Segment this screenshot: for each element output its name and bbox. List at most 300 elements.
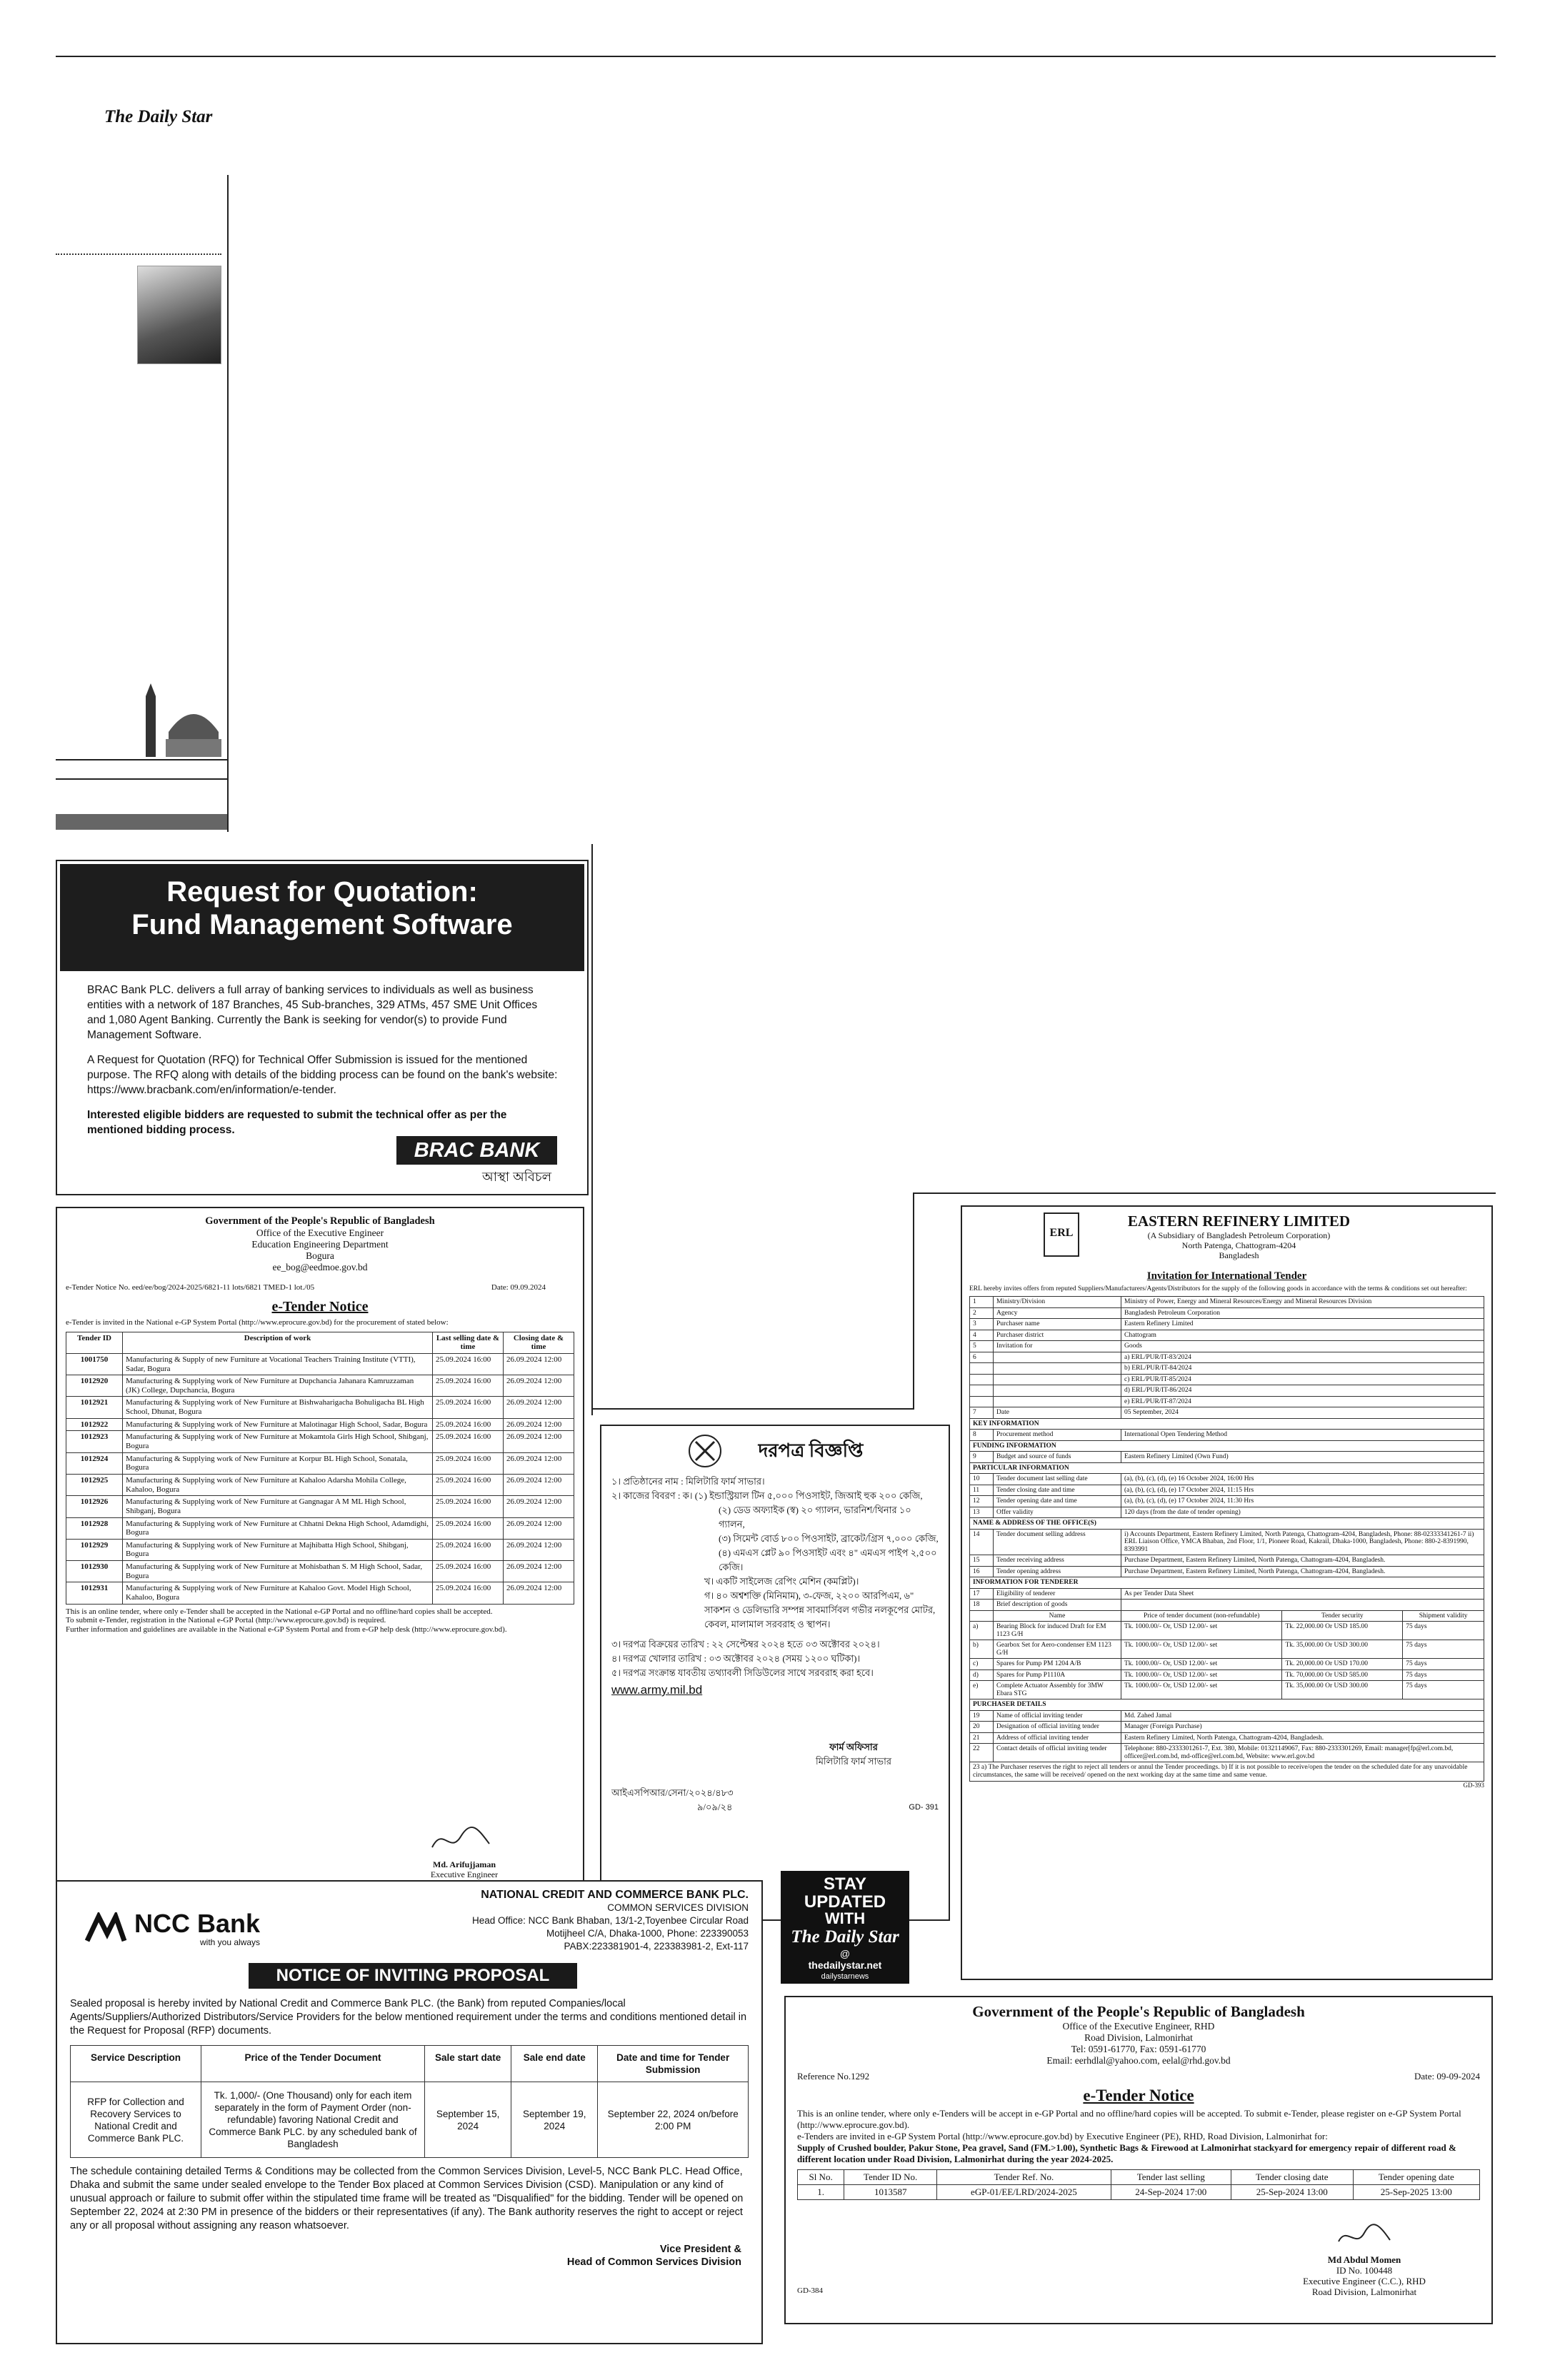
table-cell: 17 — [970, 1588, 994, 1600]
brac-logo: BRAC BANK — [396, 1136, 557, 1165]
table-cell: 75 days — [1403, 1669, 1484, 1681]
table-cell — [970, 1396, 994, 1407]
table-cell: 10 — [970, 1474, 994, 1485]
gray-bar — [56, 814, 227, 830]
eed-footer-1: This is an online tender, where only e-Tender shall be accepted in the National e-GP Portal and no offline/hard copies shall be accepted. — [66, 1607, 493, 1616]
promo-line-2: WITH — [824, 1909, 866, 1927]
promo-line-1: STAY UPDATED — [804, 1874, 886, 1912]
table-cell: Tk. 1000.00/- Or, USD 12.00/- set — [1121, 1669, 1282, 1681]
rhd-tel: Tel: 0591-61770, Fax: 0591-61770 — [1071, 2044, 1206, 2054]
table-cell: Designation of official inviting tender — [994, 1722, 1121, 1733]
table-cell: Manufacturing & Supplying work of New Furniture at Mohisbathan S. M High School, Sadar, Bogura — [123, 1561, 433, 1582]
erl-tender-ad — [961, 1205, 1493, 1980]
ncc-table — [70, 2045, 749, 2158]
table-cell: 26.09.2024 12:00 — [504, 1582, 574, 1604]
table-cell: Bangladesh Petroleum Corporation — [1121, 1307, 1484, 1319]
erl-sub-1: (A Subsidiary of Bangladesh Petroleum Corporation) — [1147, 1230, 1331, 1240]
table-cell: 1012925 — [66, 1474, 123, 1495]
table-row — [970, 1330, 1484, 1341]
table-cell: Tk. 1000.00/- Or, USD 12.00/- set — [1121, 1640, 1282, 1659]
rhd-gov: Government of the People's Republic of Bangladesh — [972, 2003, 1305, 2020]
army-line-10: ৫। দরপত্র সংক্রান্ত যাবতীয় তথ্যাবলী সিডিউলের সাথে সরবরাহ করা হবে। — [611, 1667, 874, 1678]
table-cell: 25.09.2024 16:00 — [433, 1561, 504, 1582]
table-cell: Manufacturing & Supplying work of New Furniture at Kahaloo Govt. Model High School, Kahaloo, Bogura — [123, 1582, 433, 1604]
ncc-logo-text: NCC Bank — [134, 1909, 261, 1938]
table-cell: 12 — [970, 1496, 994, 1507]
table-cell: September 15, 2024 — [425, 2082, 511, 2158]
table-cell: 15 — [970, 1555, 994, 1567]
table-cell: 26.09.2024 12:00 — [504, 1539, 574, 1560]
table-cell: Tender opening address — [994, 1566, 1121, 1577]
table-row — [66, 1474, 574, 1495]
table-cell: 1012921 — [66, 1397, 123, 1418]
table-cell: 11 — [970, 1485, 994, 1496]
table-cell — [1121, 1600, 1484, 1611]
table-cell: Eastern Refinery Limited, North Patenga, Chattogram-4204, Bangladesh. — [1121, 1732, 1484, 1744]
army-ref: আইএসপিআর/সেনা/২০২৪/৪৮৩ — [611, 1787, 734, 1798]
table-row — [66, 1418, 574, 1431]
table-cell: 18 — [970, 1600, 994, 1611]
dotted-rule — [56, 253, 221, 255]
table-cell: 7 — [970, 1407, 994, 1419]
eed-table — [66, 1332, 574, 1605]
table-cell: (a), (b), (c), (d), (e) 17 October 2024, 11:30 Hrs — [1121, 1496, 1484, 1507]
table-cell: Tk. 70,000.00 Or USD 585.00 — [1282, 1669, 1403, 1681]
rule-a — [56, 759, 227, 760]
eed-footer-3: Further information and guidelines are available in the National e-GP System Portal and from e-GP help desk (http://www.eprocure.gov.bd). — [66, 1625, 507, 1634]
table-cell: Invitation for — [994, 1341, 1121, 1352]
table-row — [970, 1496, 1484, 1507]
table-cell: 26.09.2024 12:00 — [504, 1452, 574, 1474]
goods-row — [970, 1659, 1484, 1670]
eed-title: e-Tender Notice — [271, 1299, 369, 1315]
table-row — [970, 1732, 1484, 1744]
table-row — [970, 1374, 1484, 1385]
table-row — [970, 1396, 1484, 1407]
table-cell: Complete Actuator Assembly for 3MW Ebara STG — [994, 1681, 1121, 1699]
brac-tagline: আস্থা অবিচল — [481, 1170, 551, 1184]
erl-notice-title: Invitation for International Tender — [1146, 1270, 1307, 1282]
table-cell: Ministry/Division — [994, 1297, 1121, 1308]
table-cell: 1012931 — [66, 1582, 123, 1604]
table-row — [66, 1517, 574, 1539]
eed-gov: Government of the People's Republic of Bangladesh — [205, 1215, 435, 1227]
army-emblem-icon — [687, 1433, 723, 1469]
army-line-4: (৩) সিমেন্ট বোর্ড ৮০০ পিওসাইট, ব্রাকেট/গ্রিস ৭,০০০ কেজি, — [719, 1533, 939, 1544]
table-cell: Tk. 1000.00/- Or, USD 12.00/- set — [1121, 1622, 1282, 1640]
ncc-sign-1: Vice President & — [659, 2244, 741, 2255]
section-row — [970, 1577, 1484, 1589]
erl-sub-2: North Patenga, Chattogram-4204 — [1181, 1240, 1296, 1250]
table-cell: Tender receiving address — [994, 1555, 1121, 1567]
rhd-email: Email: eerhdlal@yahoo.com, eelal@rhd.gov.bd — [1046, 2055, 1231, 2066]
section-heading: PURCHASER DETAILS — [970, 1699, 1484, 1711]
table-cell: 1012928 — [66, 1517, 123, 1539]
section-heading: PARTICULAR INFORMATION — [970, 1462, 1484, 1474]
table-cell: (a), (b), (c), (d), (e) 16 October 2024, 16:00 Hrs — [1121, 1474, 1484, 1485]
table-row — [970, 1363, 1484, 1375]
eed-tender-ad — [56, 1207, 584, 1921]
rhd-table — [797, 2169, 1480, 2200]
table-cell: 1012924 — [66, 1452, 123, 1474]
table-cell: Telephone: 880-2333301261-7, Ext. 380, Mobile: 01321149067, Fax: 880-2333301269, Email: manager[fp@erl.com.bd, officer@erl.com.bd, md-office@erl.com.bd, Website: www.erl.gov.bd — [1121, 1744, 1484, 1762]
table-cell: d) ERL/PUR/IT-86/2024 — [1121, 1385, 1484, 1397]
table-cell — [970, 1610, 994, 1622]
table-row — [970, 1319, 1484, 1330]
table-cell: Tk. 1000.00/- Or, USD 12.00/- set — [1121, 1659, 1282, 1670]
table-cell: 26.09.2024 12:00 — [504, 1375, 574, 1397]
table-cell: 20 — [970, 1722, 994, 1733]
army-ref-date: ৯/০৯/২৪ — [697, 1802, 733, 1812]
table-cell: a) ERL/PUR/IT-83/2024 — [1121, 1352, 1484, 1363]
table-cell: Date — [994, 1407, 1121, 1419]
table-cell: Tk. 20,000.00 Or USD 170.00 — [1282, 1659, 1403, 1670]
section-row — [970, 1440, 1484, 1452]
table-cell: 25-Sep-2025 13:00 — [1353, 2185, 1479, 2200]
erl-logo: ERL — [1044, 1212, 1079, 1257]
divider-vertical — [591, 844, 593, 1415]
table-row — [970, 1385, 1484, 1397]
table-cell: Eligibility of tenderer — [994, 1588, 1121, 1600]
ncc-intro: Sealed proposal is hereby invited by National Credit and Commerce Bank PLC. (the Bank) from reputed Companies/local Agents/Suppliers/Authorized Distributors/Service Providers for the below mentioned requirement under the terms and conditions mentioned detail in the Request for Proposal (RFP) documents. — [70, 1998, 747, 2037]
promo-logo: The Daily Star — [791, 1927, 899, 1947]
table-cell: 26.09.2024 12:00 — [504, 1418, 574, 1431]
table-cell: (a), (b), (c), (d), (e) 17 October 2024, 11:15 Hrs — [1121, 1485, 1484, 1496]
table-cell: 25.09.2024 16:00 — [433, 1517, 504, 1539]
army-line-3: (২) ডেড অফ্যাইক (স্ব) ২০ গ্যালন, ভারনিশ/থিনার ১০ গ্যালন, — [719, 1505, 911, 1530]
table-cell — [970, 1363, 994, 1375]
rfq-title-1: Request for Quotation: — [166, 876, 478, 908]
table-row — [970, 1341, 1484, 1352]
table-cell: Budget and source of funds — [994, 1452, 1121, 1463]
table-cell: a) — [970, 1622, 994, 1640]
eed-sign-title: Executive Engineer — [430, 1869, 499, 1879]
rhd-sign-title: Executive Engineer (C.C.), RHD — [1303, 2276, 1426, 2286]
table-cell: 1012929 — [66, 1539, 123, 1560]
table-cell: 75 days — [1403, 1659, 1484, 1670]
table-cell — [970, 1385, 994, 1397]
table-cell: Manufacturing & Supplying work of New Furniture at Korpur BL High School, Sonatala, Bogura — [123, 1452, 433, 1474]
rhd-division: Road Division, Lalmonirhat — [1084, 2032, 1193, 2043]
rfq-paragraph-1: BRAC Bank PLC. delivers a full array of banking services to individuals as well as business entities with a network of 187 Branches, 45 Sub-branches, 329 ATMs, 457 SME Unit Offices and 1,080 Agent Banking. Currently the Bank is seeking for vendor(s) to provide Fund Management Software. — [87, 984, 538, 1041]
table-cell: Agency — [994, 1307, 1121, 1319]
rhd-date: Date: 09-09-2024 — [1414, 2071, 1480, 2082]
table-cell: 25.09.2024 16:00 — [433, 1418, 504, 1431]
promo-site: thedailystar.net — [808, 1959, 882, 1971]
army-line-7: গ। ৪০ অশ্বশক্তি (মিনিমাম), ৩-ফেজ, ২২০০ আরপিএম, ৬" সাকশন ও ডেলিভারি সম্পন্ন সাবমার্সিবল গভীর নলকূপের মোটর, কেবল, মালামাল সরবরাহ ও স্থাপন। — [704, 1590, 936, 1630]
table-cell: Brief description of goods — [994, 1600, 1121, 1611]
table-row — [970, 1588, 1484, 1600]
table-row — [970, 1529, 1484, 1555]
eed-date: Date: 09.09.2024 — [491, 1283, 546, 1292]
table-row — [66, 1452, 574, 1474]
army-line-9: ৪। দরপত্র খোলার তারিখ : ০৩ অক্টোবর ২০২৪ (সময় ১২০০ ঘটিকা)। — [611, 1653, 861, 1664]
table-header-cell: Name — [994, 1610, 1121, 1622]
table-cell: Purchaser district — [994, 1330, 1121, 1341]
promo-social: dailystarnews — [821, 1972, 869, 1981]
table-row — [66, 1431, 574, 1452]
table-cell: 22 — [970, 1744, 994, 1762]
table-cell: 25-Sep-2024 13:00 — [1231, 2185, 1353, 2200]
table-cell: Contact details of official inviting tender — [994, 1744, 1121, 1762]
table-cell: 75 days — [1403, 1622, 1484, 1640]
top-rule — [56, 56, 1496, 57]
table-cell: Bearing Block for induced Draft for EM 1123 G/H — [994, 1622, 1121, 1640]
table-cell: 1012926 — [66, 1496, 123, 1517]
table-cell: Tender closing date and time — [994, 1485, 1121, 1496]
rhd-signature — [1336, 2220, 1393, 2253]
erl-note: 23 a) The Purchaser reserves the right to reject all tenders or annul the Tender proceedings. b) If it is not possible to receive/open the tender on the scheduled date for any unavoidable circumstances, the same will be received/ opened on the next working day at the same time and same venue. — [969, 1762, 1484, 1782]
ncc-body: The schedule containing detailed Terms & Conditions may be collected from the Common Services Division, Level-5, NCC Bank PLC. Head Office, Dhaka and submit the same under sealed envelope to the Tender Box placed at Common Services Division (CSD). Manipulation or any kind of unusual approach or failure to submit offer within the stipulated time frame will be treated as "Disqualified" for the bidding. Tender will be opened on September 22, 2024 at 2:30 PM in presence of the bidders or their representatives (if any). The Bank authority reserves the right to accept or reject any or all proposal without assigning any reason whatsoever. — [70, 2166, 744, 2231]
table-cell: Manufacturing & Supply of new Furniture at Vocational Teachers Training Institute (VTTI), Sadar, Bogura — [123, 1353, 433, 1375]
army-title: দরপত্র বিজ্ঞপ্তি — [758, 1440, 864, 1461]
table-header-cell: Last selling date & time — [433, 1332, 504, 1353]
table-cell: c) ERL/PUR/IT-85/2024 — [1121, 1374, 1484, 1385]
table-cell: 14 — [970, 1529, 994, 1555]
table-cell: 1012922 — [66, 1418, 123, 1431]
army-line-2: ২। কাজের বিবরণ : ক। (১) ইন্ডাস্ট্রিয়াল টিন ৫,০০০ পিওসাইট, জিআই হুক ২০০ কেজি, — [611, 1490, 923, 1501]
table-cell: 1013587 — [844, 2185, 937, 2200]
table-header-cell: Tender ID No. — [844, 2170, 937, 2185]
table-cell: 1 — [970, 1297, 994, 1308]
table-header-cell: Tender security — [1282, 1610, 1403, 1622]
table-cell: 05 September, 2024 — [1121, 1407, 1484, 1419]
table-header-cell: Sl No. — [798, 2170, 844, 2185]
table-cell: Tender opening date and time — [994, 1496, 1121, 1507]
table-cell: 5 — [970, 1341, 994, 1352]
eed-email: ee_bog@eedmoe.gov.bd — [272, 1262, 368, 1272]
table-header-cell: Date and time for Tender Submission — [598, 2046, 749, 2082]
table-cell: Manufacturing & Supplying work of New Furniture at Mokamtola Girls High School, Shibganj, Bogura — [123, 1431, 433, 1452]
table-row — [970, 1430, 1484, 1441]
table-cell: 26.09.2024 12:00 — [504, 1397, 574, 1418]
table-cell — [994, 1374, 1121, 1385]
table-cell: Manufacturing & Supplying work of New Furniture at Majhibatta High School, Shibganj, Bogura — [123, 1539, 433, 1560]
table-cell: Manufacturing & Supplying work of New Furniture at Malotinagar High School, Sadar, Bogura — [123, 1418, 433, 1431]
table-row — [970, 1407, 1484, 1419]
table-row — [970, 1722, 1484, 1733]
table-header-cell: Tender opening date — [1353, 2170, 1479, 2185]
table-cell: 25.09.2024 16:00 — [433, 1582, 504, 1604]
rfq-header — [60, 864, 584, 971]
table-cell: Offer validity — [994, 1507, 1121, 1518]
table-header-cell: Tender closing date — [1231, 2170, 1353, 2185]
table-header-cell: Shipment validity — [1403, 1610, 1484, 1622]
table-cell: 2 — [970, 1307, 994, 1319]
table-row — [66, 1397, 574, 1418]
table-cell: 25.09.2024 16:00 — [433, 1539, 504, 1560]
table-cell — [994, 1385, 1121, 1397]
section-heading: KEY INFORMATION — [970, 1418, 1484, 1430]
army-website-link[interactable]: www.army.mil.bd — [611, 1683, 703, 1697]
table-cell: Purchase Department, Eastern Refinery Limited, North Patenga, Chattogram-4204, Bangladesh. — [1121, 1555, 1484, 1567]
table-cell: 26.09.2024 12:00 — [504, 1353, 574, 1375]
table-cell: 25.09.2024 16:00 — [433, 1496, 504, 1517]
ncc-proposal-ad — [56, 1880, 763, 2344]
ncc-division: COMMON SERVICES DIVISION — [607, 1902, 749, 1913]
rule-b — [56, 778, 227, 780]
mosque-illustration — [140, 682, 224, 760]
section-heading: NAME & ADDRESS OF THE OFFICE(S) — [970, 1518, 1484, 1530]
table-row — [66, 1539, 574, 1560]
rhd-gd: GD-384 — [797, 2286, 824, 2295]
table-cell: Gearbox Set for Aero-condenser EM 1123 G/H — [994, 1640, 1121, 1659]
table-cell: 26.09.2024 12:00 — [504, 1431, 574, 1452]
rhd-office: Office of the Executive Engineer, RHD — [1062, 2021, 1215, 2032]
table-cell: 4 — [970, 1330, 994, 1341]
table-cell: 25.09.2024 16:00 — [433, 1452, 504, 1474]
army-tender-ad — [600, 1425, 950, 1921]
rhd-ref: Reference No.1292 — [797, 2071, 870, 2082]
table-cell: Ministry of Power, Energy and Mineral Resources/Energy and Mineral Resources Division — [1121, 1297, 1484, 1308]
army-sign-1: ফার্ম অফিসার — [829, 1742, 878, 1752]
ncc-logo-tag: with you always — [199, 1937, 261, 1947]
army-line-1: ১। প্রতিষ্ঠানের নাম : মিলিটারি ফার্ম সাভার। — [611, 1476, 765, 1487]
table-cell: e) ERL/PUR/IT-87/2024 — [1121, 1396, 1484, 1407]
goods-header-row — [970, 1610, 1484, 1622]
promo-at: @ — [839, 1948, 851, 1959]
ncc-company: NATIONAL CREDIT AND COMMERCE BANK PLC. — [481, 1889, 749, 1901]
eed-sign-name: Md. Arifujjaman — [433, 1859, 496, 1869]
table-row — [970, 1600, 1484, 1611]
table-cell: 24-Sep-2024 17:00 — [1111, 2185, 1231, 2200]
table-cell: 25.09.2024 16:00 — [433, 1431, 504, 1452]
table-cell: 1012930 — [66, 1561, 123, 1582]
rfq-paragraph-3: Interested eligible bidders are requested to submit the technical offer as per the mentioned bidding process. — [87, 1109, 507, 1136]
portrait-photo — [137, 266, 221, 364]
table-cell: 1. — [798, 2185, 844, 2200]
table-cell: 21 — [970, 1732, 994, 1744]
army-line-8: ৩। দরপত্র বিক্রয়ের তারিখ : ২২ সেপ্টেম্বর ২০২৪ হতে ০৩ অক্টোবর ২০২৪। — [611, 1639, 880, 1650]
table-cell: 6 — [970, 1352, 994, 1363]
eed-signature — [429, 1822, 493, 1858]
ncc-logo-icon — [84, 1912, 127, 1945]
table-row — [970, 1452, 1484, 1463]
table-cell: Spares for Pump P1110A — [994, 1669, 1121, 1681]
rhd-sign-name: Md Abdul Momen — [1327, 2254, 1401, 2265]
table-row — [66, 1353, 574, 1375]
table-row — [66, 1582, 574, 1604]
rhd-title: e-Tender Notice — [1083, 2087, 1194, 2104]
table-cell: 1012920 — [66, 1375, 123, 1397]
table-cell: 13 — [970, 1507, 994, 1518]
table-cell: Tender document last selling date — [994, 1474, 1121, 1485]
table-cell: eGP-01/EE/LRD/2024-2025 — [937, 2185, 1111, 2200]
table-row — [970, 1555, 1484, 1567]
column-rule — [227, 175, 229, 832]
table-cell: As per Tender Data Sheet — [1121, 1588, 1484, 1600]
table-cell: c) — [970, 1659, 994, 1670]
brac-rfq-ad — [56, 860, 589, 1195]
table-cell: Manufacturing & Supplying work of New Furniture at Kahaloo Adarsha Mohila College, Kahaloo, Bogura — [123, 1474, 433, 1495]
table-cell: 3 — [970, 1319, 994, 1330]
table-cell: Manufacturing & Supplying work of New Furniture at Bishwaharigacha Bohuligacha BL High School, Dhunat, Bogura — [123, 1397, 433, 1418]
section-row — [970, 1699, 1484, 1711]
daily-star-promo[interactable] — [781, 1871, 909, 1984]
table-header-cell: Description of work — [123, 1332, 433, 1353]
table-cell: Tk. 1000.00/- Or, USD 12.00/- set — [1121, 1681, 1282, 1699]
section-row — [970, 1418, 1484, 1430]
divider-v2 — [913, 1192, 914, 1410]
table-cell: RFP for Collection and Recovery Services to National Credit and Commerce Bank PLC. — [71, 2082, 201, 2158]
table-cell: b) — [970, 1640, 994, 1659]
rfq-title-2: Fund Management Software — [131, 909, 513, 940]
army-line-5: (৪) এমএস প্লেট ৯০ পিওসাইট এবং ৪" এমএস পাইপ ২,৫০০ কেজি। — [719, 1547, 937, 1572]
ncc-sign-2: Head of Common Services Division — [566, 2256, 741, 2268]
ncc-banner: NOTICE OF INVITING PROPOSAL — [249, 1963, 577, 1989]
table-cell: 26.09.2024 12:00 — [504, 1496, 574, 1517]
table-cell: 25.09.2024 16:00 — [433, 1474, 504, 1495]
table-row — [970, 1307, 1484, 1319]
table-header-cell: Tender ID — [66, 1332, 123, 1353]
table-cell: 26.09.2024 12:00 — [504, 1517, 574, 1539]
table-cell: Eastern Refinery Limited — [1121, 1319, 1484, 1330]
divider-h2 — [913, 1192, 1496, 1194]
table-header-cell: Service Description — [71, 2046, 201, 2082]
table-cell: 25.09.2024 16:00 — [433, 1353, 504, 1375]
eed-city: Bogura — [306, 1250, 334, 1261]
table-cell: b) ERL/PUR/IT-84/2024 — [1121, 1363, 1484, 1375]
goods-row — [970, 1681, 1484, 1699]
table-row — [66, 1496, 574, 1517]
table-cell: 120 days (from the date of tender opening) — [1121, 1507, 1484, 1518]
erl-title: EASTERN REFINERY LIMITED — [1127, 1212, 1351, 1230]
table-header-cell: Price of tender document (non-refundable) — [1121, 1610, 1282, 1622]
section-row — [970, 1518, 1484, 1530]
table-row — [970, 1710, 1484, 1722]
rhd-sign-id: ID No. 100448 — [1336, 2265, 1393, 2276]
table-header-cell: Closing date & time — [504, 1332, 574, 1353]
table-cell: 8 — [970, 1430, 994, 1441]
table-cell: 9 — [970, 1452, 994, 1463]
table-row — [970, 1507, 1484, 1518]
section-heading: INFORMATION FOR TENDERER — [970, 1577, 1484, 1589]
table-cell: Eastern Refinery Limited (Own Fund) — [1121, 1452, 1484, 1463]
rfq-paragraph-2: A Request for Quotation (RFQ) for Technical Offer Submission is issued for the mentioned purpose. The RFQ along with details of the bidding process can be found on the bank's website: https://www.bracbank.com/en/information/e-tender. — [87, 1054, 558, 1096]
table-cell: 25.09.2024 16:00 — [433, 1397, 504, 1418]
eed-office: Office of the Executive Engineer — [256, 1227, 384, 1238]
section-row — [970, 1462, 1484, 1474]
erl-sub-3: Bangladesh — [1219, 1250, 1259, 1260]
eed-dept: Education Engineering Department — [251, 1239, 389, 1250]
rhd-paragraph-3: Supply of Crushed boulder, Pakur Stone, Pea gravel, Sand (FM.>1.00), Synthetic Bags & Firewood at Lalmonirhat stackyard for emergency repair of different road & different location under Road Division, Lalmonirhat during the year 2024-2025. — [797, 2142, 1456, 2164]
section-heading: FUNDING INFORMATION — [970, 1440, 1484, 1452]
erl-intro: ERL hereby invites offers from reputed Suppliers/Manufacturers/Agents/Distributors for the supply of the following goods in accordance with the terms & conditions set out hereafter: — [969, 1285, 1467, 1292]
army-gd: GD- 391 — [909, 1803, 939, 1812]
table-header-cell: Tender Ref. No. — [937, 2170, 1111, 2185]
table-cell: Tk. 35,000.00 Or USD 300.00 — [1282, 1640, 1403, 1659]
table-cell: Name of official inviting tender — [994, 1710, 1121, 1722]
rhd-paragraph-1: This is an online tender, where only e-Tenders will be accept in e-GP Portal and no offline/hard copies will be accepted. To submit e-Tender, please register on e-GP System Portal (http://www.eprocure.gov.bd). — [797, 2108, 1461, 2130]
table-row — [970, 1485, 1484, 1496]
table-row — [970, 1474, 1484, 1485]
table-cell: Tender document selling address — [994, 1529, 1121, 1555]
table-cell: 75 days — [1403, 1681, 1484, 1699]
table-cell: 75 days — [1403, 1640, 1484, 1659]
table-cell: 1012923 — [66, 1431, 123, 1452]
table-header-cell: Tender last selling — [1111, 2170, 1231, 2185]
table-cell: Goods — [1121, 1341, 1484, 1352]
goods-row — [970, 1669, 1484, 1681]
table-cell: Manufacturing & Supplying work of New Furniture at Gangnagar A M ML High School, Shibganj, Bogura — [123, 1496, 433, 1517]
table-cell: Md. Zahed Jamal — [1121, 1710, 1484, 1722]
table-cell: Manager (Foreign Purchase) — [1121, 1722, 1484, 1733]
table-cell: Manufacturing & Supplying work of New Furniture at Dupchancia Jahanara Kamruzzaman (JK) College, Dupchancia, Bogura — [123, 1375, 433, 1397]
erl-gd: GD-393 — [1463, 1782, 1484, 1789]
table-cell: 19 — [970, 1710, 994, 1722]
table-cell: Tk. 35,000.00 Or USD 300.00 — [1282, 1681, 1403, 1699]
divider-h1 — [591, 1408, 913, 1410]
